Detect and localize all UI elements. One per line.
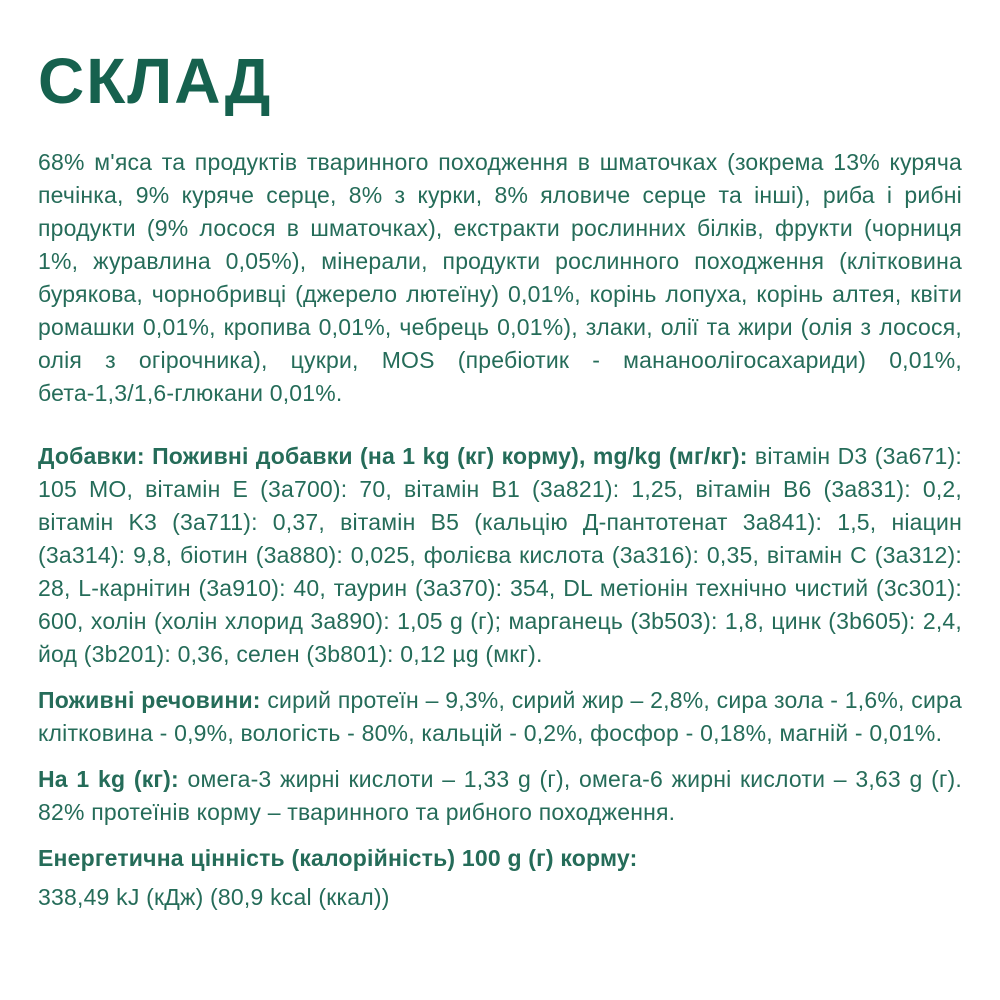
page-title: СКЛАД: [38, 45, 273, 117]
nutrients-lead: Поживні речовини:: [38, 687, 261, 713]
ingredients-paragraph: [38, 146, 962, 410]
energy-value-text: 338,49 kJ (кДж) (80,9 kcal (ккал)): [38, 884, 390, 910]
nutrients-text: сирий протеїн – 9,3%, сирий жир – 2,8%, сира зола - 1,6%, сира клітковина - 0,9%, вологість - 80%, кальцій - 0,2%, фосфор - 0,18%, магній - 0,01%.: [38, 687, 963, 746]
energy-value-lead: Енергетична цінність (калорійність) 100 g (г) корму:: [38, 845, 638, 871]
additives-paragraph: [38, 440, 962, 671]
per-kg-text: омега-3 жирні кислоти – 1,33 g (г), омега-6 жирні кислоти – 3,63 g (г). 82% протеїнів корму – тваринного та рибного походження.: [38, 766, 963, 825]
nutrients-paragraph: [38, 684, 962, 750]
additives-lead: Добавки: Поживні добавки (на 1 kg (кг) корму), mg/kg (мг/кг):: [38, 443, 748, 469]
energy-value-amount: [38, 881, 962, 914]
ingredients-text: 68% м'яса та продуктів тваринного походження в шматочках (зокрема 13% куряча печінка, 9% куряче серце, 8% з курки, 8% яловиче серце та інші), риба і рибні продукти (9% лосося в шматочках), екстракти рослинних білків, фрукти (чорниця 1%, журавлина 0,05%), мінерали, продукти рослинного походження (клітковина бурякова, чорнобривці (джерело лютеїну) 0,01%, корінь лопуха, корінь алтея, квіти ромашки 0,01%, кропива 0,01%, чебрець 0,01%), злаки, олії та жири (олія з лосося, олія з огірочника), цукри, MOS (пребіотик - мананоолігосахариди) 0,01%, бета-1,3/1,6-глюкани 0,01%.: [38, 149, 962, 406]
per-kg-paragraph: [38, 763, 962, 829]
energy-value-label: [38, 842, 962, 875]
per-kg-lead: На 1 kg (кг):: [38, 766, 179, 792]
additives-text: вітамін D3 (3а671): 105 МО, вітамін E (3а700): 70, вітамін B1 (3а821): 1,25, вітамін B6 (3а831): 0,2, вітамін K3 (3а711): 0,37, вітамін B5 (кальцію Д-пантотенат 3а841): 1,5, ніацин (3а314): 9,8, біотин (3а880): 0,025, фолієва кислота (3а316): 0,35, вітамін C (3а312): 28, L-карнітин (3а910): 40, таурин (3а370): 354, DL метіонін технічно чистий (3с301): 600, холін (холін хлорид 3а890): 1,05 g (г); марганець (3b503): 1,8, цинк (3b605): 2,4, йод (3b201): 0,36, селен (3b801): 0,12 µg (мкг).: [38, 443, 962, 667]
